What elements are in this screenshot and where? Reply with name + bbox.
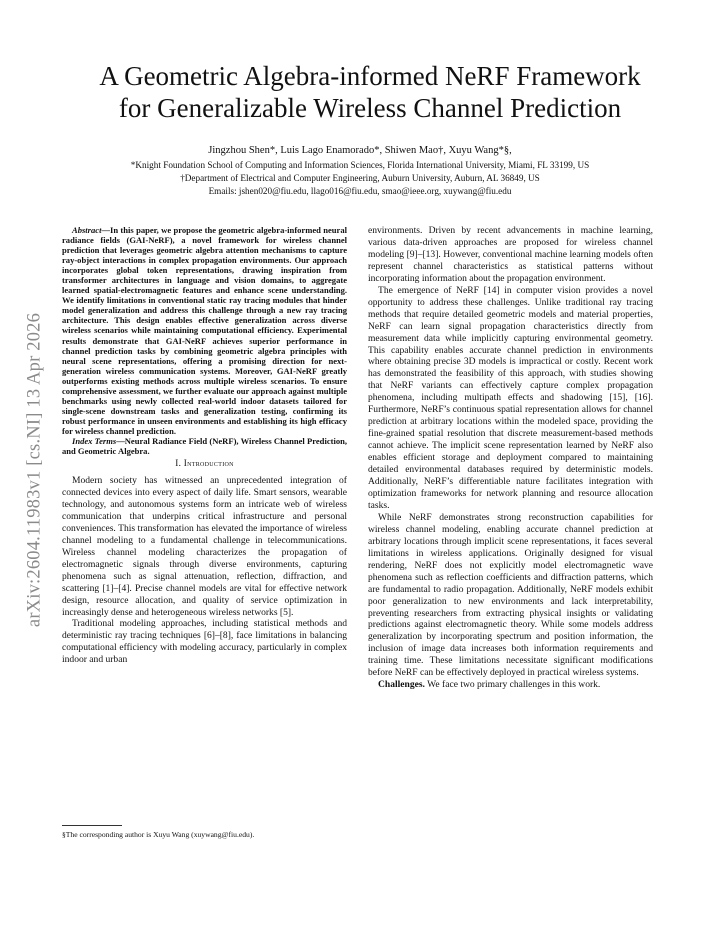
intro-paragraph-4: While NeRF demonstrates strong reconstruction capabilities for wireless channel modeling, enabling accurate channel prediction at arbitrary locations through implicit scene representations, it faces several limitations in wireless applications. Originally designed for visual rendering, NeRF does not explicitly model electromagnetic wave phenomena such as reflection coefficients and diffraction patterns, which are fundamental to radio propagation. Additionally, NeRF models exhibit poor generalization to new environments and lack interpretability, preventing researchers from extracting physical insights or validating predictions against electromagnetic theory. While some models address generalization by incorporating spectrum and position information, the inclusion of image data increases both information requirements and training time. These limitations necessitate significant modifications before NeRF can be effectively deployed in practical wireless systems.	[368, 511, 653, 679]
footnote-rule	[62, 825, 122, 826]
affiliation-auburn: †Department of Electrical and Computer Engineering, Auburn University, Auburn, AL 36849, US	[180, 173, 540, 183]
index-terms-text: —Neural Radiance Field (NeRF), Wireless Channel Prediction, and Geometric Algebra.	[62, 435, 347, 457]
challenges-label: Challenges.	[378, 679, 425, 691]
author-list: Jingzhou Shen*, Luis Lago Enamorado*, Shiwen Mao†, Xuyu Wang*§,	[208, 145, 512, 156]
title-line-2: for Generalizable Wireless Channel Prediction	[118, 93, 622, 123]
footnote-corresponding-author: §The corresponding author is Xuyu Wang (xuywang@fiu.edu).	[62, 830, 255, 839]
arxiv-identifier: arXiv:2604.11983v1 [cs.NI] 13 Apr 2026	[24, 312, 45, 628]
index-terms	[62, 436, 347, 456]
arxiv-sidebar	[22, 260, 48, 680]
left-column	[62, 225, 347, 666]
intro-paragraph-5	[368, 679, 653, 691]
title-line-1: A Geometric Algebra-informed NeRF Framework	[99, 61, 641, 91]
abstract-text: In this paper, we propose the geometric algebra-informed neural radiance fields (GAI-NeRF), a novel framework for wireless channel prediction that leverages geometric algebra attention mechanisms to capture ray-object interactions in complex propagation environments. Our approach incorporates global token representations, drawing inspiration from transformer architectures in language and vision domains, to aggregate learned spatial-electromagnetic features and enhance scene understanding. We identify limitations in conventional static ray tracing modules that hinder model generalization and address this challenge through a new ray tracing architecture. This design enables effective generalization across diverse wireless scenarios while maintaining computational efficiency. Experimental results demonstrate that GAI-NeRF achieves superior performance in channel prediction tasks by combining geometric algebra principles with neural scene representations, offering a promising direction for next-generation wireless communication systems. Moreover, GAI-NeRF greatly outperforms existing methods across multiple wireless scenarios. To ensure comprehensive assessment, we further evaluate our approach against multiple benchmarks using newly collected real-world indoor datasets tailored for single-scene downstream tasks and generalization testing, confirming its robust performance in unseen environments and establishing its high efficacy for wireless channel prediction.	[62, 225, 347, 436]
affiliation-fiu: *Knight Foundation School of Computing and Information Sciences, Florida International University, Miami, FL 33199, US	[130, 160, 590, 170]
intro-paragraph-2: Traditional modeling approaches, including statistical methods and deterministic ray tracing techniques [6]–[8], face limitations in balancing computational efficiency with modeling accuracy, particularly in complex indoor and urban	[62, 618, 347, 666]
challenges-text: We face two primary challenges in this work.	[424, 679, 601, 691]
paper-title	[60, 60, 680, 124]
intro-paragraph-1: Modern society has witnessed an unprecedented integration of connected devices into every aspect of daily life. Smart sensors, wearable technology, and autonomous systems form an intricate web of wireless communication that underpins critical infrastructure and personal conveniences. This transformation has elevated the importance of wireless channel modeling to a fundamental challenge in telecommunications. Wireless channel modeling characterizes the propagation of electromagnetic signals through diverse environments, capturing phenomena such as signal attenuation, reflection, diffraction, and scattering [1]–[4]. Precise channel models are vital for effective network design, resource allocation, and quality of service optimization in increasingly dense and heterogeneous wireless networks [5].	[62, 475, 347, 618]
intro-paragraph-2-continued: environments. Driven by recent advancements in machine learning, various data-driven approaches are proposed for wireless channel modeling [9]–[13]. However, conventional machine learning models often represent channel characteristics as statistical patterns without incorporating information about the propagation environment.	[368, 225, 653, 284]
abstract	[62, 225, 347, 436]
section-heading-introduction: I. Introduction	[175, 458, 234, 469]
abstract-label: Abstract—	[72, 225, 110, 235]
right-column	[368, 225, 653, 691]
index-terms-label: Index Terms	[72, 435, 117, 446]
author-emails: Emails: jshen020@fiu.edu, llago016@fiu.edu, smao@ieee.org, xuywang@fiu.edu	[208, 186, 512, 196]
intro-paragraph-3: The emergence of NeRF [14] in computer vision provides a novel opportunity to address these challenges. Unlike traditional ray tracing methods that require detailed geometric models and material properties, NeRF can learn signal propagation characteristics directly from measurement data while implicitly capturing environmental geometry. This capability enables accurate channel prediction in environments where obtaining precise 3D models is impractical or costly. Recent work has demonstrated the feasibility of this approach, with studies showing that NeRF variants can effectively capture complex propagation phenomena, including multipath effects and shadowing [15], [16]. Furthermore, NeRF’s continuous spatial representation allows for channel prediction at arbitrary locations within the modeled space, providing the fine-grained spatial resolution that discrete measurement-based methods cannot achieve. The implicit scene representation learned by NeRF also enables efficient storage and deployment compared to maintaining detailed environmental databases required by deterministic models. Additionally, NeRF’s differentiable nature facilitates integration with optimization frameworks for network planning and resource allocation tasks.	[368, 284, 653, 511]
